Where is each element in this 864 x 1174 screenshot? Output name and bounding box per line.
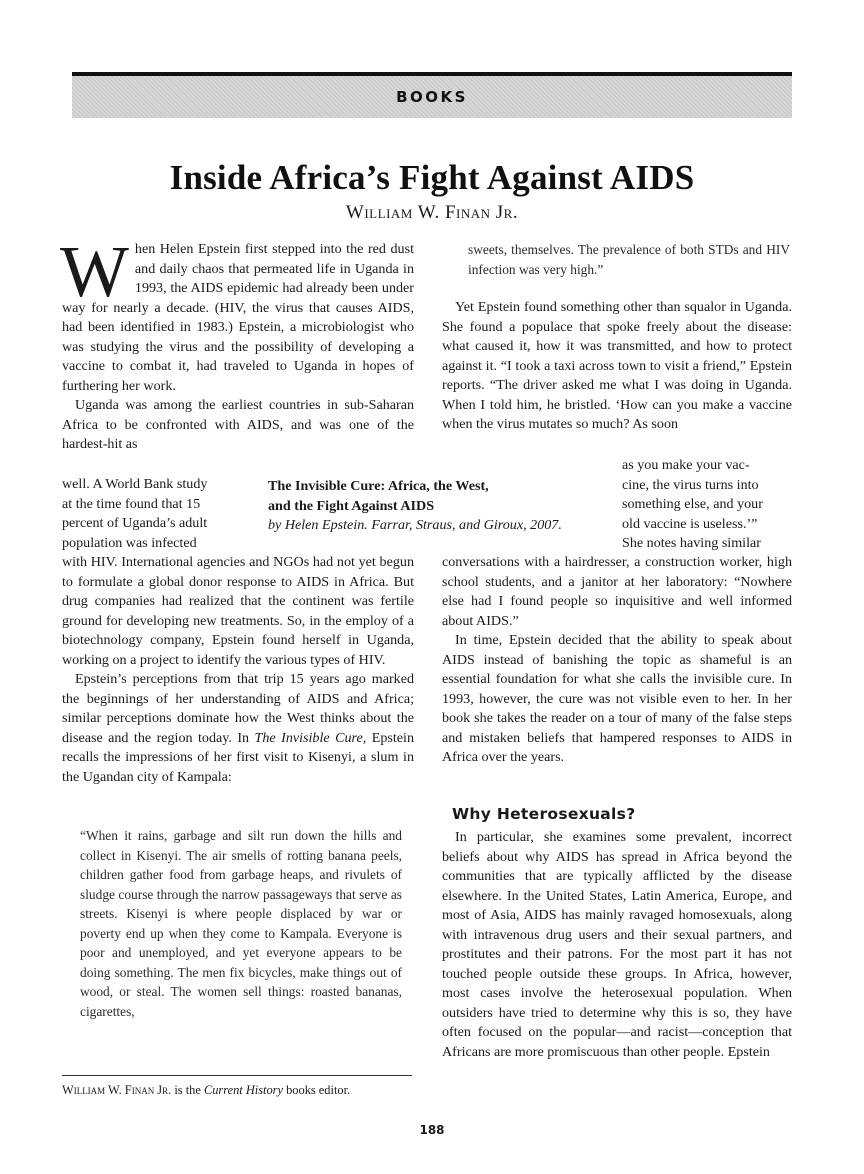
book-byline: by Helen Epstein. Farrar, Straus, and Giroux, 2007. [268,517,562,533]
book-title: The Invisible Cure: Africa, the West, and the Fight Against AIDS [268,478,489,514]
right-column-narrow: as you make your vac- cine, the virus turns into something else, and your old vaccine is useless.’” She notes having similar [622,457,763,552]
drop-cap: W [60,231,129,312]
right-column-middle: conversations with a hairdresser, a construction worker, high school students, and a janitor at her laboratory: “Nowhere else had I found people so inquisitive and well informed about AIDS.” In time, Epstein decided that the ability to speak about AIDS instead of banishing the topic as shameful is an essential foundation for what she calls the invisible cure. In 1993, however, the cure was not visible even to her. In her book she takes the reader on a tour of many of the false steps and mistaken beliefs that hampered responses to AIDS in Africa over the years. [442,553,792,768]
paragraph-2-start: Uganda was among the earliest countries in sub-Saharan Africa to be confronted with AIDS, and was one of the hardest-hit as [62,397,414,453]
block-quote-text: “When it rains, garbage and silt run down the hills and collect in Kisenyi. The air smells of rotting banana peels, children gather food from garbage heaps, and rivulets of sludge course through the narrow passageways that serve as streets. Kisenyi is where people displaced by war or poverty end up when they come to Kampala. Everyone is poor and unemployed, and yet everyone appears to be doing something. The men fix bicycles, make things out of wood, or steal. The women sell things: roasted bananas, cigarettes, [80,828,402,1019]
paragraph-3: Epstein’s perceptions from that trip 15 years ago marked the beginnings of her understanding of AIDS and Africa; similar perceptions dominate how the West thinks about the disease and the region today. In The Invisible Cure, Epstein recalls the impressions of her first visit to Kisenyi, a slum in the Ugandan city of Kampala: [62,671,414,786]
left-column-narrow: well. A World Bank study at the time found that 15 percent of Uganda’s adult population was infected [62,476,208,551]
left-column-body [62,553,414,788]
article-author: William W. Finan Jr. [345,202,519,223]
paragraph-1: When Helen Epstein first stepped into the red dust and daily chaos that permeated life in Uganda in 1993, the AIDS epidemic had already been under way for nearly a decade. (HIV, the virus that causes AIDS, had been identified in 1983.) Epstein, a microbiologist who was studying the virus and the possibility of developing a vaccine to combat it, had traveled to Uganda in hopes of furthering her work. [60,231,414,394]
book-title-inline: The Invisible Cure, [254,729,367,746]
footnote: William W. Finan Jr. is the Current History books editor. [62,1083,351,1097]
paragraph-2-end: with HIV. International agencies and NGOs had not yet begun to formulate a global donor response to AIDS in Africa. But drug companies had realized that the continent was fertile ground for developing new treatments. So, in the employ of a biotechnology company, Epstein found herself in Uganda, working on a project to identify the various types of HIV. [62,554,414,668]
paragraph-r3: In particular, she examines some prevalent, incorrect beliefs about why AIDS has spread in Africa beyond the communities that are typically afflicted by the disease elsewhere. In the United States, Latin America, Europe, and most of Asia, AIDS has mainly ravaged homosexuals, along with intravenous drug users and their sexual partners, and prostitutes and their patrons. For the most part it has not touched people outside these groups. In Africa, however, most cases involve the heterosexual population. When outsiders have tried to determine why this is so, they have often focused on the popular—and racist—conception that Africans are more promiscuous than other people. Epstein [442,829,792,1061]
footnote-rule [62,1075,412,1076]
page-number: 188 [419,1123,445,1137]
article-title: Inside Africa’s Fight Against AIDS [169,158,695,197]
left-column-intro [60,231,414,455]
section-banner [72,76,792,118]
block-quote-continued: sweets, themselves. The prevalence of both STDs and HIV infection was very high.” [468,242,790,277]
paragraph-r1: Yet Epstein found something other than squalor in Uganda. She found a populace that spoke freely about the disease: what caused it, how it was transmitted, and how to protect against it. “I took a taxi across town to visit a friend,” Epstein reports. “The driver asked me what I was doing in Uganda. When I told him, he bristled. ‘How can you make a vaccine when the virus mutates so much? As soon [442,299,792,433]
journal-name: Current History [203,1083,283,1097]
section-label: BOOKS [396,88,468,106]
paragraph-r2: In time, Epstein decided that the ability to speak about AIDS instead of banishing the topic as shameful is an essential foundation for what she calls the invisible cure. In 1993, however, the cure was not visible even to her. In her book she takes the reader on a tour of many of the false steps and mistaken beliefs that hampered responses to AIDS in Africa over the years. [442,632,792,766]
section-heading: Why Heterosexuals? [452,805,636,823]
right-column-lower [442,828,792,1063]
right-column-upper [442,298,792,435]
